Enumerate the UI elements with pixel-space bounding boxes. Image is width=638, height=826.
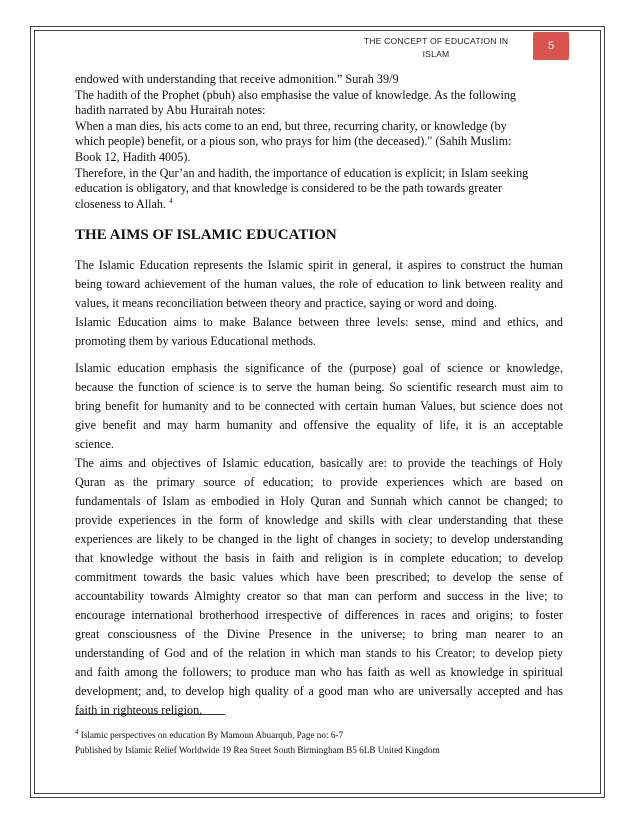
text-line: promoting them by various Educational methods.: [75, 334, 317, 349]
aims-paragraph-3: [75, 359, 563, 454]
text-line: values, it means reconciliation between theory and practice, saying or word and doing.: [75, 296, 498, 311]
text-line: education is obligatory, and that knowledge is considered to be the path towards greater: [75, 181, 502, 196]
text-line: faith in righteous religion.: [75, 703, 203, 718]
text-line: development; and, to develop high quality of a good man who are universally accepted and has: [75, 684, 563, 699]
text-line: bring benefit for humanity and to be connected with certain human Values, but science does not: [75, 399, 563, 414]
text-line: understanding of God and of the relation in which man stands to his Creator; to develop piety: [75, 646, 563, 661]
text-line: The Islamic Education represents the Islamic spirit in general, it aspires to construct the human: [75, 258, 563, 273]
text-line: encourage international brotherhood irrespective of differences in races and origins; to foster: [75, 608, 563, 623]
text-line: provide experiences in the form of knowledge and skills with clear understanding that these: [75, 513, 563, 528]
text-line: that knowledge without the basis in faith and religion is in complete education; to develop: [75, 551, 563, 566]
text-line: being toward achievement of the human values, the role of education to link between reality and: [75, 277, 563, 292]
text-line: give benefit and may harm humanity and offensive the equality of life, it is an acceptable: [75, 418, 563, 433]
text-line: Quran as the primary source of education; to provide experiences which are based on: [75, 475, 563, 490]
footnote-text: Islamic perspectives on education By Mamoun Abuarqub, Page no: 6-7: [78, 730, 344, 740]
footnote-line-2: Published by Islamic Relief Worldwide 19 Rea Street South Birmingham B5 6LB United Kingdom: [75, 745, 440, 755]
text-line: great consciousness of the Divine Presence in the universe; to bring man nearer to an: [75, 627, 563, 642]
page-content: [75, 72, 563, 720]
text-line: experiences are likely to be changed in the light of changes in society; to develop understanding: [75, 532, 563, 547]
text-line-with-ref: [75, 197, 563, 213]
footnote-line-1: [75, 728, 545, 743]
text-line: The aims and objectives of Islamic education, basically are: to provide the teachings of Holy: [75, 456, 563, 471]
intro-paragraph: [75, 72, 563, 212]
footnote-ref[interactable]: 4: [169, 196, 173, 205]
text-line: The hadith of the Prophet (pbuh) also emphasise the value of knowledge. As the following: [75, 87, 517, 102]
text-line: accountability towards Almighty creator so that man can perform and success in the live; to: [75, 589, 563, 604]
text-line: endowed with understanding that receive admonition.” Surah 39/9: [75, 72, 399, 86]
footnote-marker: 4: [75, 727, 79, 736]
text-line: Islamic Education aims to make Balance between three levels: sense, mind and ethics, and: [75, 315, 563, 330]
footnote: [75, 728, 545, 758]
text-line: science.: [75, 437, 114, 452]
aims-paragraph-1: [75, 256, 563, 313]
text-line: Islamic education emphasis the significance of the (purpose) goal of science or knowledge,: [75, 361, 563, 376]
text-line: fundamentals of Islam as embodied in Holy Quran and Sunnah which cannot be changed; to: [75, 494, 563, 509]
text-line: hadith narrated by Abu Hurairah notes:: [75, 103, 266, 118]
running-head: [336, 35, 536, 61]
text-line: which people) benefit, or a pious son, who prays for him (the deceased)." (Sahih Muslim:: [75, 134, 512, 149]
text-line: commitment towards the basic values which have been prescribed; to develop the sense of: [75, 570, 563, 585]
section-heading: THE AIMS OF ISLAMIC EDUCATION: [75, 227, 337, 244]
text-line: because the function of science is to serve the human being. So scientific research must aim to: [75, 380, 563, 395]
text-line: When a man dies, his acts come to an end, but three, recurring charity, or knowledge (by: [75, 118, 507, 133]
text-line: Book 12, Hadith 4005).: [75, 149, 191, 164]
aims-paragraph-4: [75, 454, 563, 720]
running-head-line2: ISLAM: [422, 49, 450, 59]
footnote-separator: [75, 714, 225, 715]
text-line: closeness to Allah.: [75, 196, 167, 211]
text-line: and faith among the followers; to produce man who has faith as well as knowledge in spiritual: [75, 665, 563, 680]
aims-paragraph-2: [75, 313, 563, 351]
running-head-line1: THE CONCEPT OF EDUCATION IN: [363, 36, 509, 46]
text-line: Therefore, in the Qur’an and hadith, the importance of education is explicit; in Islam seeking: [75, 165, 529, 180]
page-number-badge: 5: [533, 32, 569, 60]
